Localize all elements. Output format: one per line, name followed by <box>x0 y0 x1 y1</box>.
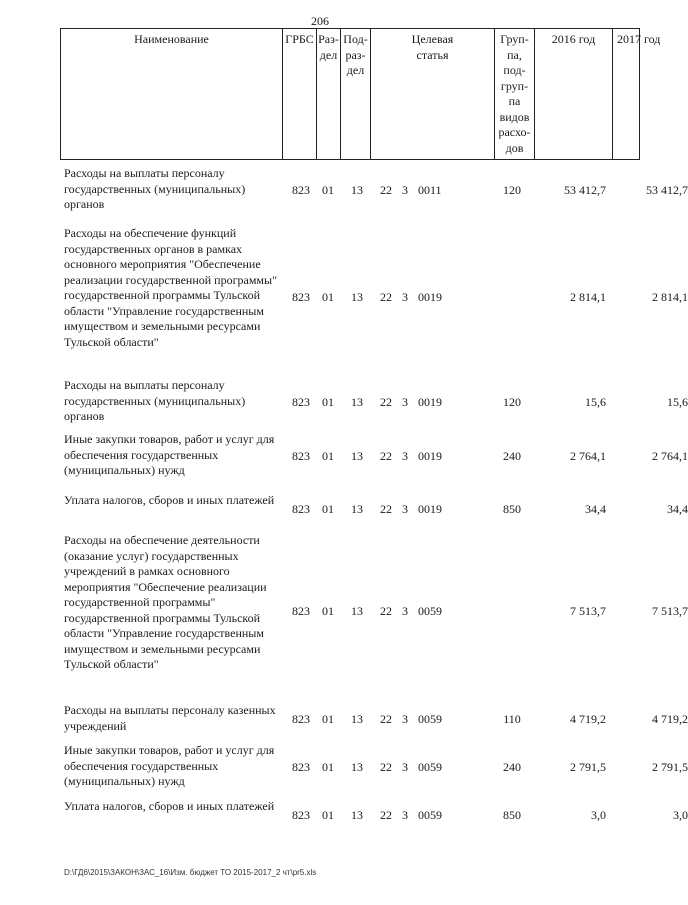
row-cs-direction: 0019 <box>418 289 442 304</box>
row-name: Расходы на выплаты персоналу государственных (муниципальных) органов <box>64 166 246 211</box>
table-row <box>60 743 688 791</box>
table-header <box>60 28 661 160</box>
row-cs-subprogram: 3 <box>402 182 408 197</box>
header-vr: Груп- па, под- груп- па видов расхо- дов <box>494 29 534 159</box>
row-podrazdel: 13 <box>351 289 363 304</box>
row-name: Уплата налогов, сборов и иных платежей <box>64 493 275 507</box>
table-row <box>60 703 688 735</box>
row-cs-direction: 0019 <box>418 501 442 516</box>
row-cs-subprogram: 3 <box>402 289 408 304</box>
footer-file-path: D:\ГД6\2015\ЗАКОН\ЗАС_16\Изм. бюджет ТО 2015-2017_2 чт\pr5.xls <box>64 868 317 877</box>
header-grbs: ГРБС <box>282 29 316 159</box>
row-name: Расходы на выплаты персоналу казенных учреждений <box>64 703 276 733</box>
header-razdel: Раз- дел <box>316 29 340 159</box>
row-cs-direction: 0019 <box>418 394 442 409</box>
row-target-article <box>374 807 492 823</box>
row-amount-2017: 3,0 <box>673 807 688 822</box>
row-grbs: 823 <box>292 501 310 516</box>
row-razdel: 01 <box>322 182 334 197</box>
row-razdel: 01 <box>322 289 334 304</box>
row-expense-type: 850 <box>503 807 521 822</box>
row-target-article <box>374 711 492 727</box>
row-name: Уплата налогов, сборов и иных платежей <box>64 799 275 813</box>
row-amount-2016: 15,6 <box>585 394 606 409</box>
row-cs-program: 22 <box>380 394 392 409</box>
row-grbs: 823 <box>292 759 310 774</box>
row-cs-subprogram: 3 <box>402 603 408 618</box>
row-name: Иные закупки товаров, работ и услуг для обеспечения государственных (муниципальных) нужд <box>64 432 275 477</box>
row-cs-subprogram: 3 <box>402 807 408 822</box>
header-y2016: 2016 год <box>534 29 612 159</box>
row-target-article <box>374 394 492 410</box>
table-row <box>60 533 688 689</box>
row-cs-direction: 0059 <box>418 711 442 726</box>
row-expense-type: 240 <box>503 448 521 463</box>
row-expense-type: 120 <box>503 182 521 197</box>
row-cs-program: 22 <box>380 501 392 516</box>
row-razdel: 01 <box>322 448 334 463</box>
row-grbs: 823 <box>292 603 310 618</box>
row-target-article <box>374 501 492 517</box>
row-amount-2016: 7 513,7 <box>570 603 606 618</box>
row-grbs: 823 <box>292 807 310 822</box>
row-target-article <box>374 289 492 305</box>
row-amount-2017: 7 513,7 <box>652 603 688 618</box>
row-name: Расходы на обеспечение функций государственных органов в рамках основного мероприятия "Обеспечение реализации государственной программы" государственной программы Тульской области "Управление государственным имуществом и земельными ресурсами Тульской области" <box>64 226 277 349</box>
header-y2017 <box>612 29 661 159</box>
row-amount-2017: 4 719,2 <box>652 711 688 726</box>
row-cs-subprogram: 3 <box>402 501 408 516</box>
row-grbs: 823 <box>292 182 310 197</box>
row-amount-2016: 2 814,1 <box>570 289 606 304</box>
row-grbs: 823 <box>292 448 310 463</box>
row-cs-program: 22 <box>380 182 392 197</box>
row-cs-subprogram: 3 <box>402 759 408 774</box>
table-row <box>60 493 688 525</box>
row-grbs: 823 <box>292 711 310 726</box>
row-cs-program: 22 <box>380 807 392 822</box>
row-amount-2017: 15,6 <box>667 394 688 409</box>
header-name: Наименование <box>60 29 282 159</box>
table-row <box>60 799 688 831</box>
row-expense-type: 850 <box>503 501 521 516</box>
row-target-article <box>374 759 492 775</box>
table-row <box>60 166 688 214</box>
row-name: Расходы на выплаты персоналу государственных (муниципальных) органов <box>64 378 246 423</box>
row-podrazdel: 13 <box>351 603 363 618</box>
row-grbs: 823 <box>292 289 310 304</box>
row-amount-2016: 4 719,2 <box>570 711 606 726</box>
row-razdel: 01 <box>322 501 334 516</box>
row-expense-type: 240 <box>503 759 521 774</box>
row-cs-program: 22 <box>380 759 392 774</box>
row-podrazdel: 13 <box>351 501 363 516</box>
table-row <box>60 226 688 368</box>
row-razdel: 01 <box>322 394 334 409</box>
row-amount-2017: 2 791,5 <box>652 759 688 774</box>
row-amount-2017: 34,4 <box>667 501 688 516</box>
header-podrazdel: Под- раз- дел <box>340 29 370 159</box>
row-cs-subprogram: 3 <box>402 711 408 726</box>
row-expense-type: 110 <box>503 711 521 726</box>
row-amount-2016: 34,4 <box>585 501 606 516</box>
row-cs-program: 22 <box>380 448 392 463</box>
row-target-article <box>374 448 492 464</box>
row-razdel: 01 <box>322 807 334 822</box>
table-row <box>60 432 688 480</box>
row-cs-direction: 0059 <box>418 807 442 822</box>
row-podrazdel: 13 <box>351 807 363 822</box>
row-cs-program: 22 <box>380 603 392 618</box>
row-amount-2017: 2 814,1 <box>652 289 688 304</box>
row-cs-direction: 0059 <box>418 759 442 774</box>
row-podrazdel: 13 <box>351 759 363 774</box>
header-y2017-label: 2017 год <box>617 32 661 46</box>
row-podrazdel: 13 <box>351 448 363 463</box>
row-podrazdel: 13 <box>351 394 363 409</box>
row-cs-subprogram: 3 <box>402 448 408 463</box>
row-razdel: 01 <box>322 711 334 726</box>
page-number: 206 <box>311 14 329 28</box>
row-podrazdel: 13 <box>351 711 363 726</box>
row-cs-program: 22 <box>380 711 392 726</box>
row-amount-2017: 2 764,1 <box>652 448 688 463</box>
row-amount-2016: 3,0 <box>591 807 606 822</box>
row-podrazdel: 13 <box>351 182 363 197</box>
header-cs: Целевая статья <box>370 29 494 159</box>
row-razdel: 01 <box>322 603 334 618</box>
row-razdel: 01 <box>322 759 334 774</box>
row-cs-direction: 0011 <box>418 182 442 197</box>
row-cs-direction: 0059 <box>418 603 442 618</box>
row-amount-2016: 53 412,7 <box>564 182 606 197</box>
row-amount-2017: 53 412,7 <box>646 182 688 197</box>
row-expense-type: 120 <box>503 394 521 409</box>
row-name: Иные закупки товаров, работ и услуг для обеспечения государственных (муниципальных) нужд <box>64 743 275 788</box>
row-cs-direction: 0019 <box>418 448 442 463</box>
row-target-article <box>374 182 492 198</box>
row-name: Расходы на обеспечение деятельности (оказание услуг) государственных учреждений в рамках основного мероприятия "Обеспечение реализации государственной программы" государственной программы Тульской области "Управление государственным имуществом и земельными ресурсами Тульской области" <box>64 533 267 671</box>
row-grbs: 823 <box>292 394 310 409</box>
row-amount-2016: 2 764,1 <box>570 448 606 463</box>
row-target-article <box>374 603 492 619</box>
row-amount-2016: 2 791,5 <box>570 759 606 774</box>
table-row <box>60 378 688 426</box>
row-cs-subprogram: 3 <box>402 394 408 409</box>
row-cs-program: 22 <box>380 289 392 304</box>
